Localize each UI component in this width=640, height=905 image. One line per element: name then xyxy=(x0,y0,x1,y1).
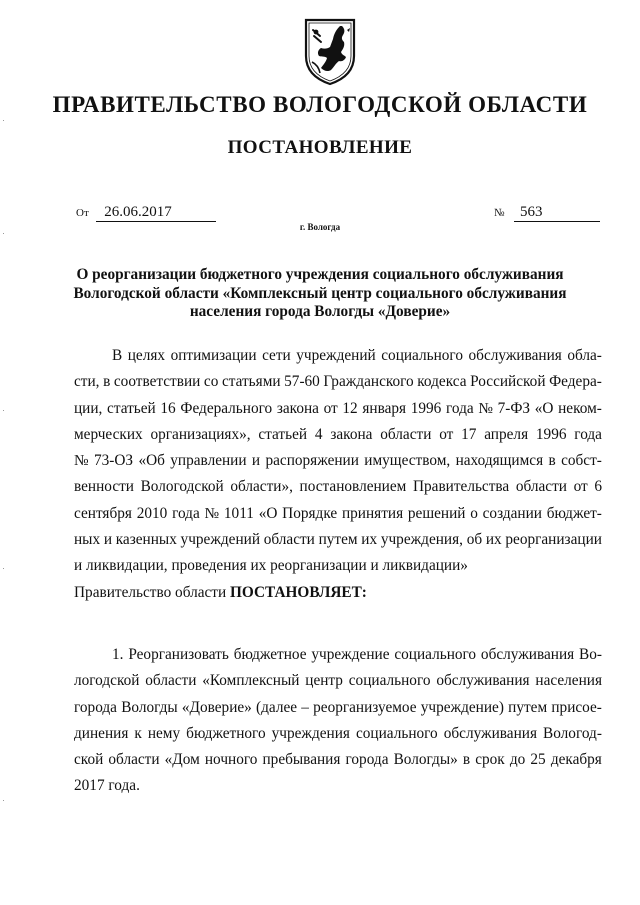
word: социального xyxy=(355,724,438,742)
word: путем xyxy=(508,698,548,716)
word: учреждения, xyxy=(380,531,463,549)
word: № xyxy=(204,504,220,522)
word: закона xyxy=(276,399,319,417)
text-line xyxy=(74,422,602,448)
word: области xyxy=(263,531,315,549)
word: города xyxy=(74,698,117,716)
word: учреждение xyxy=(311,646,390,663)
word: бюджет- xyxy=(546,504,602,522)
word: Правительства xyxy=(412,478,510,496)
text-line xyxy=(74,642,602,668)
word: создании xyxy=(482,504,542,522)
word: центр xyxy=(305,672,343,690)
word: путем xyxy=(318,531,358,549)
word: оптимизации xyxy=(170,347,257,364)
word: ночного xyxy=(204,751,258,769)
word: «Дом xyxy=(164,751,200,769)
word: от xyxy=(573,478,588,496)
word: организациях», xyxy=(150,425,251,443)
word: учреждений xyxy=(180,531,261,549)
word: 25 xyxy=(530,751,546,769)
word: № xyxy=(478,399,493,417)
word: ных xyxy=(74,531,101,549)
date-value: 26.06.2017 xyxy=(96,204,216,222)
word: распоряжении xyxy=(265,452,359,470)
word: управлении xyxy=(170,452,247,470)
word: Вологды» xyxy=(393,751,458,769)
text-line xyxy=(74,501,602,527)
word: обслуживания xyxy=(468,347,562,364)
document-type: ПОСТАНОВЛЕНИЕ xyxy=(227,137,413,158)
word: Порядке xyxy=(282,504,338,522)
word: города xyxy=(345,751,389,769)
city-name: г. Вологда xyxy=(299,222,341,232)
text-line xyxy=(74,369,602,395)
word: области», xyxy=(230,478,293,496)
scan-mark xyxy=(3,568,4,569)
word: «О xyxy=(258,504,278,522)
word: 1996 xyxy=(535,425,567,443)
word: их xyxy=(361,531,378,549)
word: кодекса xyxy=(417,373,467,391)
preamble-paragraph xyxy=(74,343,602,606)
word: бюджетное xyxy=(233,646,307,663)
text-line xyxy=(74,474,602,500)
word: года xyxy=(445,399,474,417)
scan-mark xyxy=(3,233,4,234)
heading-line: населения города Вологды «Доверие» xyxy=(189,303,451,320)
word: Вологодской xyxy=(140,478,224,496)
word: Российской xyxy=(470,373,546,391)
word: казенных xyxy=(115,531,177,549)
word: населения xyxy=(535,672,602,690)
word: обслуживания xyxy=(480,646,575,663)
word: 6 xyxy=(594,478,602,496)
text-line xyxy=(74,343,602,369)
word: области xyxy=(108,751,160,769)
word: «Комплексный xyxy=(202,672,300,690)
word: решений xyxy=(407,504,466,522)
word: в xyxy=(548,452,556,470)
word: динения xyxy=(74,724,129,742)
word: «Доверие» xyxy=(181,698,252,716)
text-line xyxy=(74,448,602,474)
word: логодской xyxy=(74,672,140,690)
word: мерческих xyxy=(74,425,143,443)
resolve-prefix: Правительство области xyxy=(74,583,231,601)
word: Вологод- xyxy=(543,724,602,742)
word: срок xyxy=(475,751,505,769)
word: 2010 xyxy=(136,504,168,522)
word: пребывания xyxy=(262,751,341,769)
line-text: 2017 года. xyxy=(74,777,140,795)
word: целях xyxy=(127,347,166,364)
word: 12 xyxy=(342,399,358,417)
word: от xyxy=(439,425,454,443)
word: № xyxy=(74,452,89,470)
word: января xyxy=(362,399,407,417)
word: учреждения xyxy=(271,724,350,742)
word: ции, xyxy=(74,399,103,417)
word: о xyxy=(470,504,478,522)
government-title: ПРАВИТЕЛЬСТВО ВОЛОГОДСКОЙ ОБЛАСТИ xyxy=(52,92,588,117)
word: 4 xyxy=(314,425,323,443)
scan-mark xyxy=(3,410,4,411)
word: Во- xyxy=(579,646,602,663)
number-field xyxy=(494,204,600,222)
word: обла- xyxy=(567,347,602,364)
word: – xyxy=(301,698,309,716)
word: обслуживания xyxy=(443,724,537,742)
word: нему xyxy=(147,724,181,742)
word: об xyxy=(466,531,483,549)
word: статьей xyxy=(258,425,308,443)
word: ской xyxy=(74,751,104,769)
word: сти, xyxy=(74,373,100,391)
word: 7-ФЗ xyxy=(497,399,531,417)
word: их xyxy=(485,531,502,549)
word: статьями xyxy=(221,373,281,391)
word: социального xyxy=(381,347,463,364)
word: учреждений xyxy=(296,347,376,364)
scan-mark xyxy=(3,120,4,121)
word: соответствии xyxy=(113,373,201,391)
word: В xyxy=(112,347,123,364)
heading-line: Вологодской области «Комплексный центр социального обслуживания xyxy=(73,284,567,302)
resolve-word: ПОСТАНОВЛЯЕТ: xyxy=(230,583,367,601)
word: присое- xyxy=(551,698,602,716)
text-line xyxy=(74,747,602,773)
word: учреждение) xyxy=(420,698,504,716)
word: социального xyxy=(394,646,477,663)
word: «Об xyxy=(138,452,165,470)
resolve-line xyxy=(74,580,602,606)
vologda-coat-of-arms-icon xyxy=(300,16,360,86)
word: Реорганизовать xyxy=(128,646,229,663)
word: к xyxy=(134,724,142,742)
word: области xyxy=(145,672,197,690)
word: Федерального xyxy=(180,399,273,417)
word: года xyxy=(172,504,200,522)
text-line xyxy=(74,773,602,799)
point-1-paragraph xyxy=(74,642,602,800)
date-field xyxy=(76,204,216,222)
word: реорганизуемое xyxy=(313,698,417,716)
word: имуществом, xyxy=(364,452,451,470)
word: года xyxy=(574,425,602,443)
word: 73-ОЗ xyxy=(93,452,134,470)
word: 1011 xyxy=(223,504,254,522)
word: 1996 xyxy=(410,399,442,417)
word: принятия xyxy=(341,504,404,522)
word: неком- xyxy=(558,399,602,417)
word: и xyxy=(251,452,261,470)
word: бюджетного xyxy=(186,724,266,742)
word: со xyxy=(203,373,219,391)
word: статьей xyxy=(107,399,156,417)
text-line xyxy=(74,721,602,747)
word: области xyxy=(515,478,567,496)
word: области xyxy=(380,425,432,443)
word: в xyxy=(462,751,471,769)
heading-line: О реорганизации бюджетного учреждения социального обслуживания xyxy=(76,266,564,283)
word: реорганизации xyxy=(505,531,602,549)
line-text: и ликвидации, проведения их реорганизации и ликвидации» xyxy=(74,557,468,575)
word: находящимся xyxy=(455,452,544,470)
text-line xyxy=(74,668,602,694)
number-label: № xyxy=(494,207,505,219)
word: сети xyxy=(262,347,291,364)
number-value: 563 xyxy=(514,204,600,222)
word: (далее xyxy=(256,698,298,716)
scan-mark xyxy=(3,800,4,801)
word: сентября xyxy=(74,504,132,522)
word: апреля xyxy=(484,425,529,443)
word: социального xyxy=(348,672,431,690)
text-line xyxy=(74,553,602,579)
word: венности xyxy=(74,478,134,496)
word: декабря xyxy=(550,751,602,769)
date-label: От xyxy=(76,207,89,219)
word: до xyxy=(509,751,526,769)
word: в xyxy=(103,373,111,391)
document-heading xyxy=(60,266,580,322)
word: Гражданского xyxy=(323,373,414,391)
word: Федера- xyxy=(549,373,602,391)
word: и xyxy=(103,531,113,549)
word: обслуживания xyxy=(436,672,530,690)
word: 17 xyxy=(461,425,477,443)
word: собст- xyxy=(561,452,602,470)
text-line xyxy=(74,396,602,422)
word: 57-60 xyxy=(284,373,320,391)
word: постановлением xyxy=(299,478,407,496)
word: 16 xyxy=(160,399,176,417)
word: от xyxy=(323,399,338,417)
text-line xyxy=(74,527,602,553)
word: 1. xyxy=(112,646,124,663)
word: закона xyxy=(330,425,373,443)
text-line xyxy=(74,695,602,721)
word: Вологды xyxy=(121,698,178,716)
word: «О xyxy=(534,399,554,417)
